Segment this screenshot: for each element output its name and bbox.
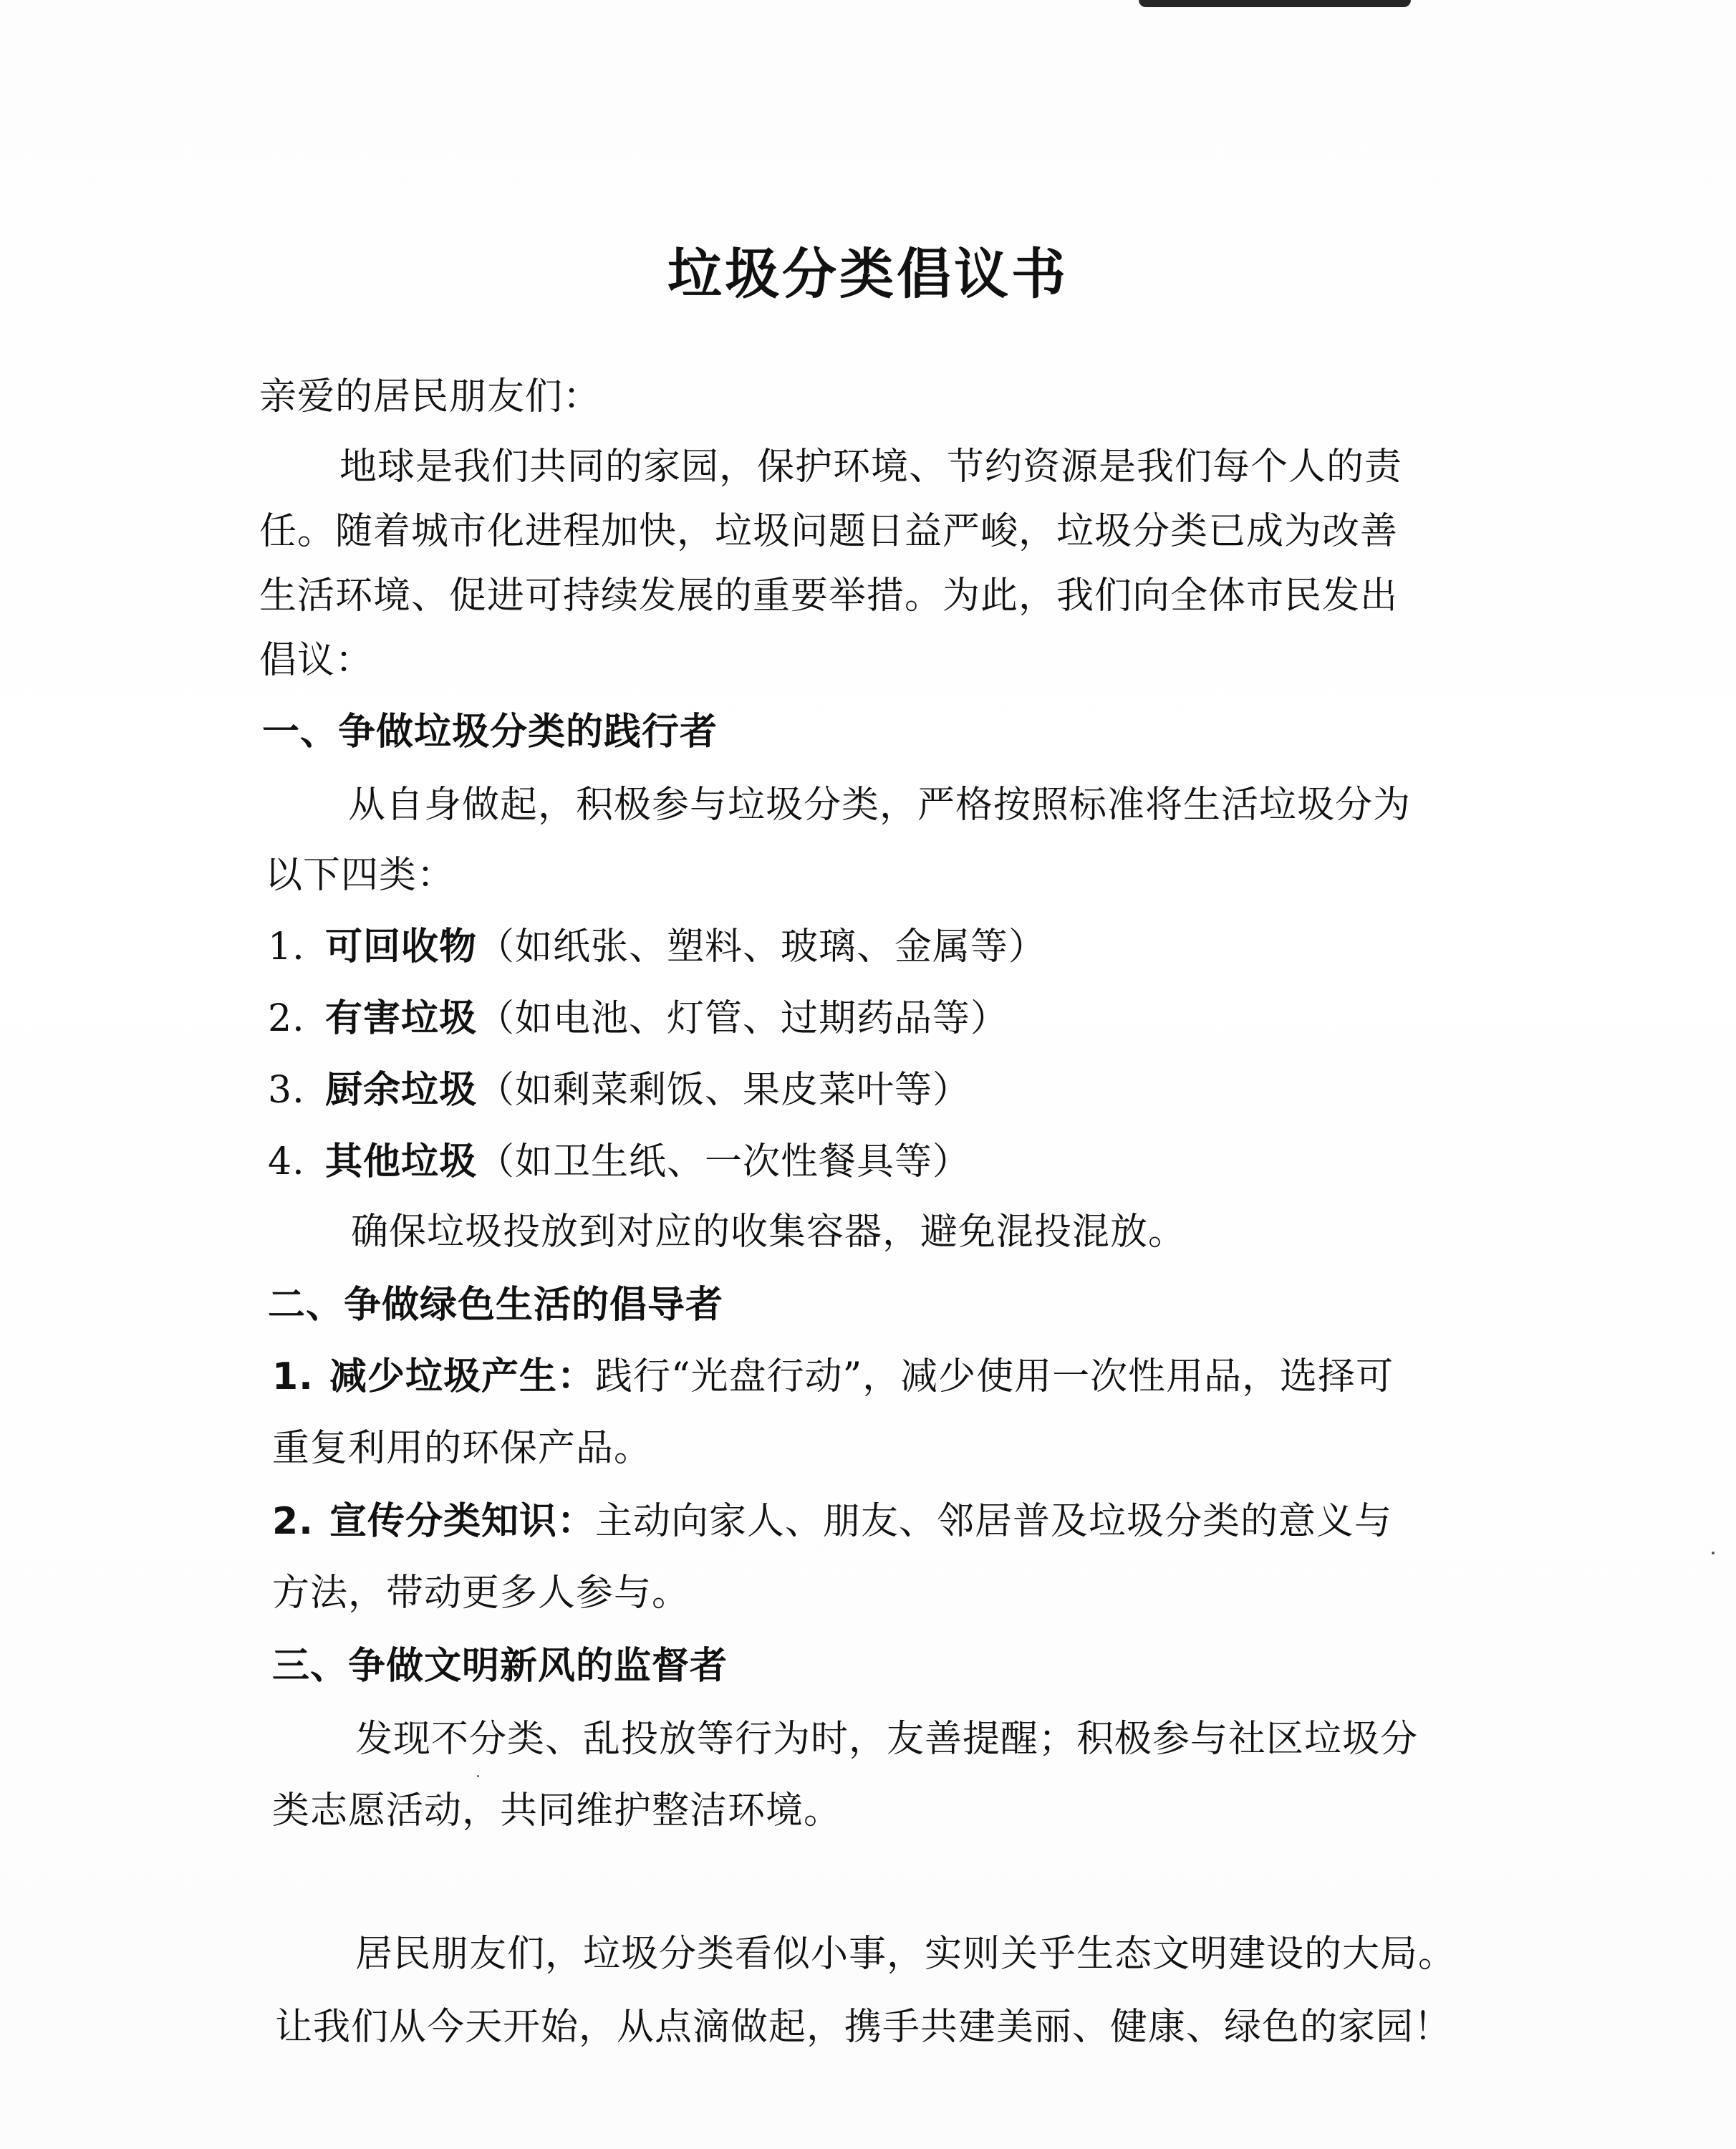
green-item-1-line-1 <box>272 1354 1394 1400</box>
section1-closing: 确保垃圾投放到对应的收集容器，避免混投混放。 <box>351 1211 1187 1254</box>
category-name: 可回收物 <box>325 926 478 968</box>
section1-para-line-2: 以下四类： <box>265 854 455 897</box>
item-name: 减少垃圾产生： <box>329 1355 596 1398</box>
category-item-4 <box>268 1139 970 1185</box>
category-name: 其他垃圾 <box>325 1140 478 1183</box>
item-number: 2. <box>268 997 305 1040</box>
item-number: 3. <box>268 1069 305 1112</box>
category-item-2 <box>268 996 1008 1042</box>
green-item-2-line-1 <box>272 1499 1392 1544</box>
intro-line-1: 地球是我们共同的家园，保护环境、节约资源是我们每个人的责 <box>339 446 1403 489</box>
category-name: 厨余垃圾 <box>325 1069 478 1112</box>
conclusion-line-2: 让我们从今天开始，从点滴做起，携手共建美丽、健康、绿色的家园！ <box>275 2006 1452 2049</box>
section-heading-2: 二、争做绿色生活的倡导者 <box>268 1284 724 1327</box>
intro-line-4: 倡议： <box>259 639 374 682</box>
intro-line-2: 任。随着城市化进程加快，垃圾问题日益严峻，垃圾分类已成为改善 <box>259 510 1399 553</box>
section3-para-line-1: 发现不分类、乱投放等行为时，友善提醒；积极参与社区垃圾分 <box>355 1718 1419 1761</box>
item-name: 宣传分类知识： <box>329 1500 596 1543</box>
category-item-3 <box>268 1067 970 1113</box>
salutation: 亲爱的居民朋友们： <box>259 375 602 418</box>
conclusion-line-1: 居民朋友们，垃圾分类看似小事，实则关乎生态文明建设的大局。 <box>355 1933 1457 1976</box>
category-name: 有害垃圾 <box>325 997 478 1040</box>
item-text: 践行“光盘行动”，减少使用一次性用品，选择可 <box>595 1355 1394 1398</box>
item-number: 2. <box>272 1500 314 1543</box>
section1-para-line-1: 从自身做起，积极参与垃圾分类，严格按照标准将生活垃圾分为 <box>348 784 1412 827</box>
scan-speck <box>1712 1552 1715 1554</box>
category-desc: （如纸张、塑料、玻璃、金属等） <box>477 926 1047 968</box>
scan-speck <box>477 1775 479 1777</box>
document-title: 垃圾分类倡议书 <box>667 242 1069 306</box>
green-item-2-line-2: 方法，带动更多人参与。 <box>272 1572 690 1615</box>
section-heading-1: 一、争做垃圾分类的践行者 <box>262 711 718 754</box>
section3-para-line-2: 类志愿活动，共同维护整洁环境。 <box>272 1789 842 1832</box>
section-heading-3: 三、争做文明新风的监督者 <box>272 1645 728 1688</box>
item-number: 4. <box>268 1140 305 1183</box>
item-text: 主动向家人、朋友、邻居普及垃圾分类的意义与 <box>595 1500 1393 1543</box>
item-number: 1. <box>268 926 305 968</box>
category-item-1 <box>268 924 1046 970</box>
category-desc: （如剩菜剩饭、果皮菜叶等） <box>477 1069 971 1112</box>
category-desc: （如卫生纸、一次性餐具等） <box>477 1140 971 1183</box>
category-desc: （如电池、灯管、过期药品等） <box>477 997 1009 1040</box>
item-number: 1. <box>272 1355 314 1398</box>
green-item-1-line-2: 重复利用的环保产品。 <box>272 1427 652 1470</box>
scan-edge-mark <box>1139 0 1411 7</box>
intro-line-3: 生活环境、促进可持续发展的重要举措。为此，我们向全体市民发出 <box>259 574 1399 617</box>
